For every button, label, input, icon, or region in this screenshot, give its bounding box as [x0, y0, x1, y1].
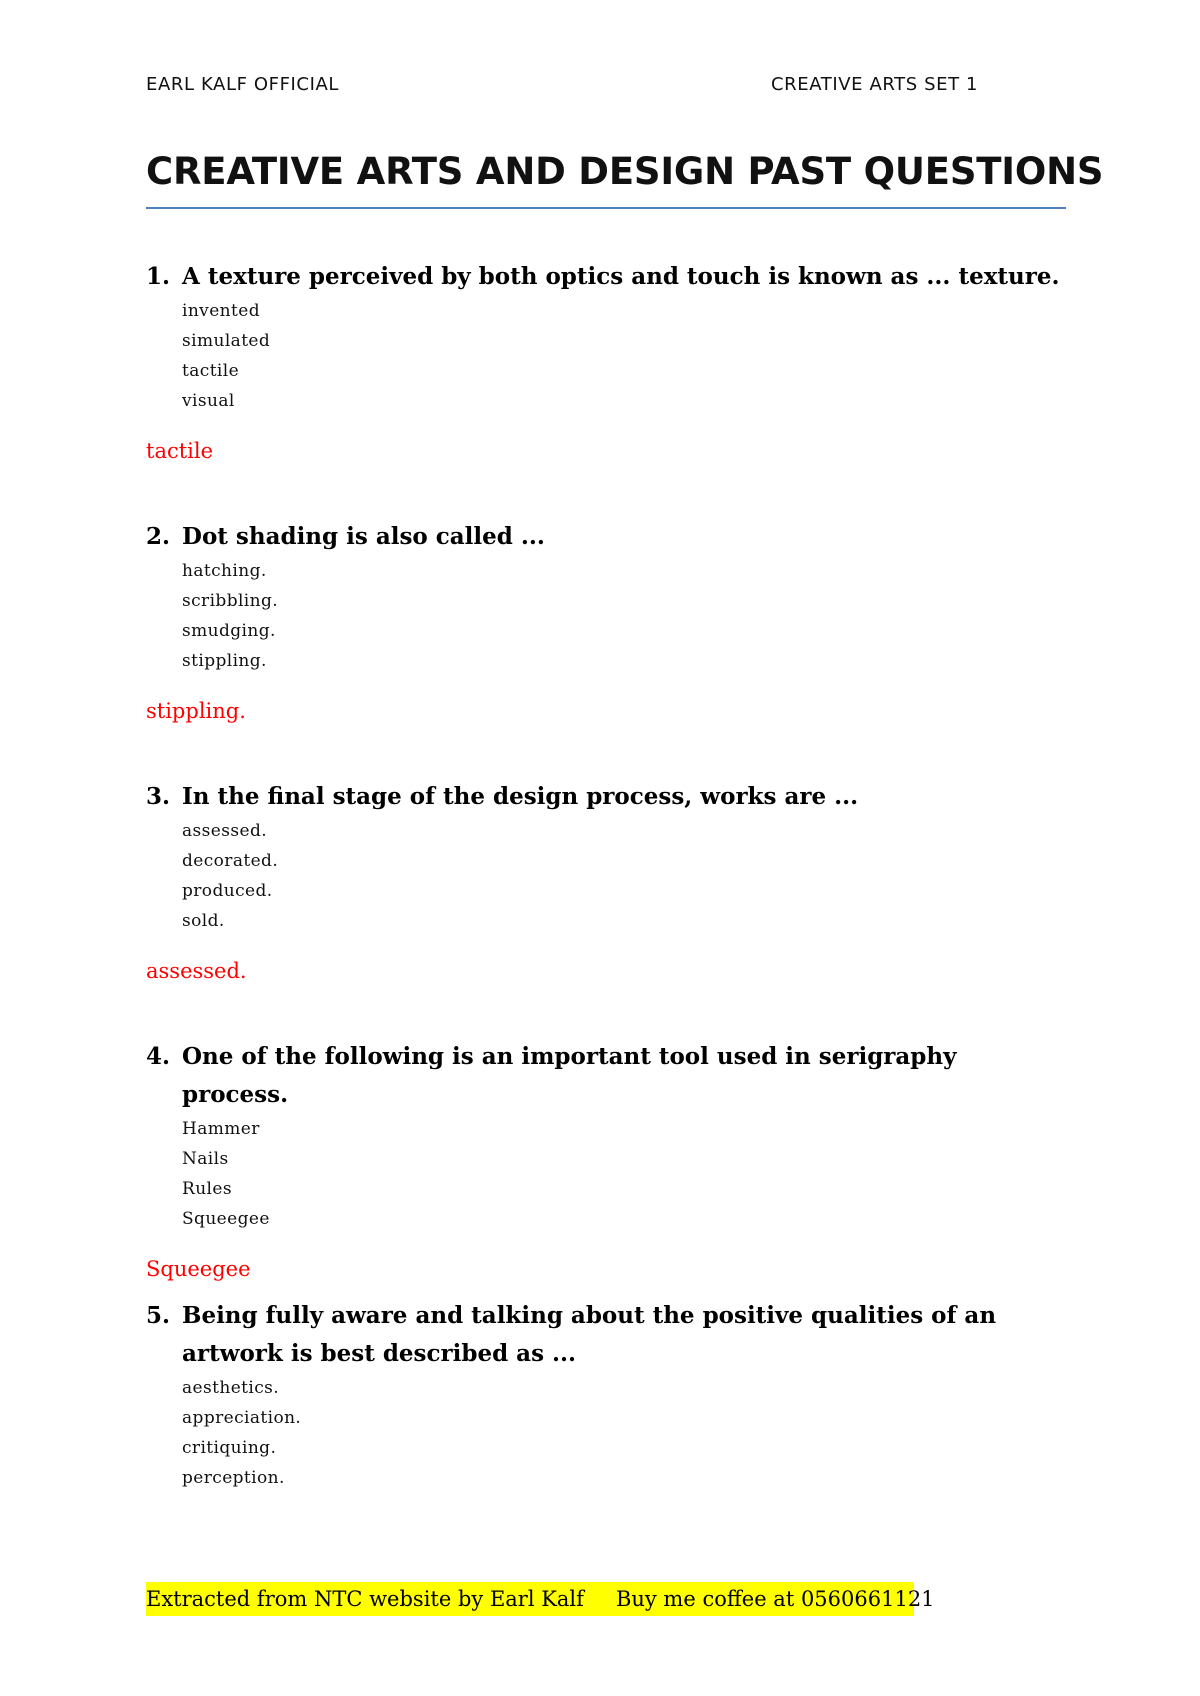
question-text: Dot shading is also called ...	[182, 523, 545, 550]
question-text: In the final stage of the design process, works are ...	[182, 783, 859, 810]
option: invented	[182, 301, 260, 321]
option: stippling.	[182, 651, 267, 671]
option: smudging.	[182, 621, 276, 641]
answer: tactile	[146, 439, 214, 463]
answer: Squeegee	[146, 1257, 251, 1281]
option: hatching.	[182, 561, 267, 581]
footer-contact: Buy me coffee at 0560661121	[615, 1587, 935, 1611]
question-3	[146, 778, 1066, 986]
question-2	[146, 518, 1066, 726]
option: Squeegee	[182, 1209, 270, 1229]
options-list	[146, 296, 1066, 416]
option: tactile	[182, 361, 240, 381]
question-text: A texture perceived by both optics and touch is known as ... texture.	[182, 263, 1060, 290]
header-right: CREATIVE ARTS SET 1	[771, 74, 979, 95]
options-list	[146, 816, 1066, 936]
question-number: 5.	[146, 1302, 171, 1329]
question-text: One of the following is an important tool used in serigraphy process.	[182, 1043, 957, 1108]
question-number: 4.	[146, 1043, 171, 1070]
options-list	[146, 556, 1066, 676]
header-left: EARL KALF OFFICIAL	[146, 74, 340, 95]
answer: stippling.	[146, 699, 246, 723]
title-underline	[146, 207, 1066, 209]
option: assessed.	[182, 821, 268, 841]
question-number: 1.	[146, 263, 171, 290]
option: critiquing.	[182, 1438, 277, 1458]
option: decorated.	[182, 851, 279, 871]
question-number: 2.	[146, 523, 171, 550]
options-list	[146, 1114, 1066, 1234]
page-title: CREATIVE ARTS AND DESIGN PAST QUESTIONS	[146, 150, 1104, 193]
question-1	[146, 258, 1066, 466]
option: scribbling.	[182, 591, 279, 611]
option: produced.	[182, 881, 273, 901]
options-list	[146, 1373, 1066, 1493]
option: aesthetics.	[182, 1378, 280, 1398]
option: Rules	[182, 1179, 232, 1199]
question-4	[146, 1038, 1066, 1284]
footer-source: Extracted from NTC website by Earl Kalf	[146, 1587, 584, 1611]
option: appreciation.	[182, 1408, 302, 1428]
option: sold.	[182, 911, 225, 931]
question-text: Being fully aware and talking about the positive qualities of an artwork is best described as ...	[182, 1302, 997, 1367]
option: Hammer	[182, 1119, 260, 1139]
question-5	[146, 1297, 1066, 1493]
answer: assessed.	[146, 959, 247, 983]
option: Nails	[182, 1149, 229, 1169]
option: perception.	[182, 1468, 285, 1488]
option: simulated	[182, 331, 271, 351]
question-number: 3.	[146, 783, 171, 810]
footer-banner	[146, 1582, 935, 1616]
option: visual	[182, 391, 235, 411]
